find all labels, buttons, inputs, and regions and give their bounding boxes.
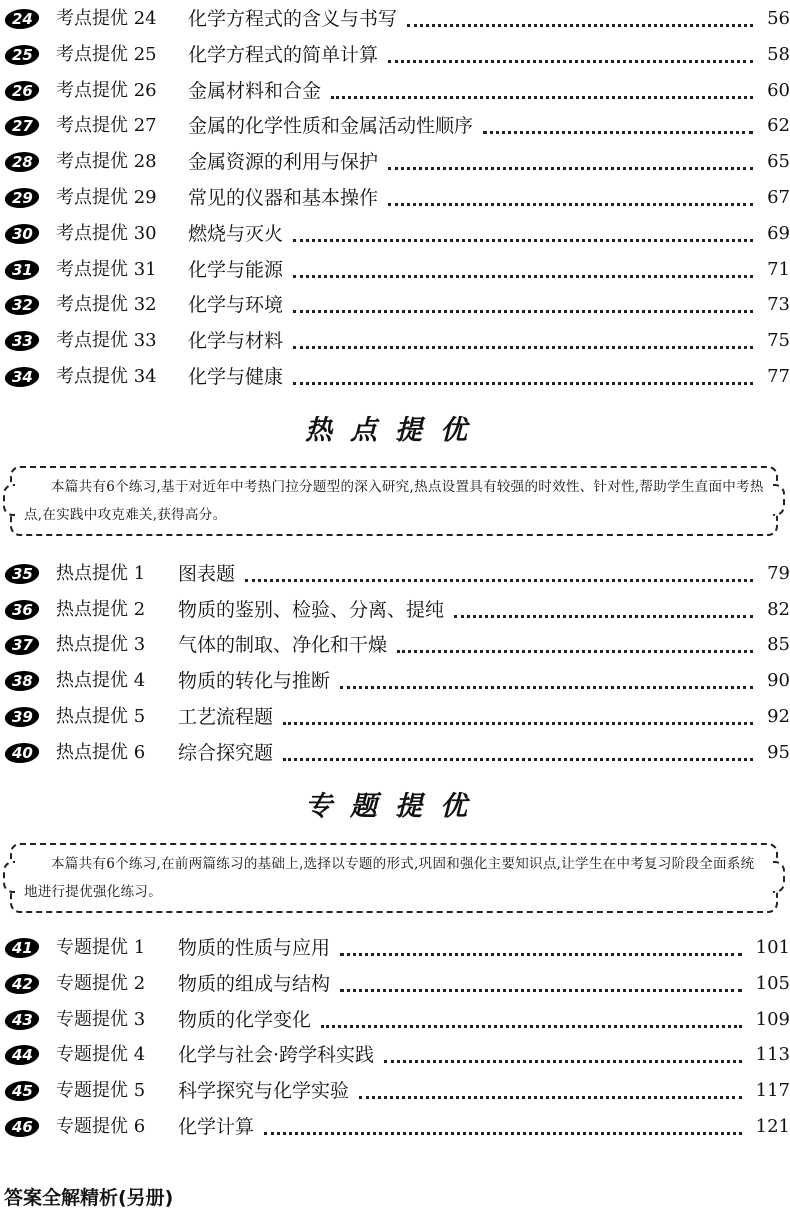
- entry-page-number: 60: [763, 74, 790, 108]
- entry-number: 38: [11, 672, 33, 691]
- entry-label: 考点提优 34: [56, 366, 157, 387]
- entry-label: 专题提优 6: [56, 1116, 146, 1137]
- entry-page-number: 75: [763, 324, 790, 358]
- dot-leader: [359, 1094, 742, 1099]
- dot-leader: [283, 720, 753, 725]
- toc-entry[interactable]: [0, 1074, 790, 1108]
- entry-title: 综合探究题: [178, 736, 277, 770]
- entry-page-number: 95: [763, 736, 790, 770]
- dot-leader: [340, 987, 742, 992]
- entry-number: 46: [11, 1118, 33, 1136]
- entry-title: 化学与环境: [188, 288, 287, 322]
- entry-title: 科学探究与化学实验: [178, 1074, 353, 1108]
- entry-number-badge: [3, 938, 41, 958]
- entry-number-badge: [3, 564, 41, 584]
- entry-number: 30: [11, 224, 33, 243]
- entry-number: 37: [11, 636, 33, 655]
- section-note-redian: [10, 466, 778, 536]
- entry-number: 31: [11, 260, 33, 279]
- entry-number: 28: [11, 153, 33, 172]
- entry-number: 44: [11, 1046, 33, 1065]
- toc-entry[interactable]: [0, 967, 790, 1001]
- toc-entry[interactable]: [0, 324, 790, 358]
- entry-title: 燃烧与灭火: [188, 217, 287, 251]
- entry-label: 专题提优 4: [56, 1044, 146, 1066]
- entry-label: 热点提优 6: [56, 741, 146, 763]
- entry-label: 专题提优 3: [56, 1008, 146, 1030]
- entry-label: 专题提优 1: [56, 937, 146, 958]
- answer-booklet-note: 答案全解精析(另册): [4, 1187, 174, 1209]
- toc-entry[interactable]: [0, 1003, 790, 1037]
- entry-page-number: 56: [763, 2, 790, 36]
- dot-leader: [407, 22, 753, 27]
- section-note-zhuanti: [10, 843, 778, 913]
- entry-page-number: 67: [763, 181, 790, 215]
- entry-page-number: 109: [752, 1003, 790, 1037]
- entry-title: 化学与能源: [188, 253, 287, 287]
- entry-title: 工艺流程题: [178, 700, 277, 734]
- entry-label: 考点提优 32: [56, 294, 157, 316]
- entry-number-badge: [3, 116, 41, 136]
- entry-number-badge: [3, 707, 41, 727]
- entry-title: 金属材料和合金: [188, 74, 325, 108]
- entry-number: 35: [11, 565, 33, 583]
- dot-leader: [293, 308, 753, 313]
- entry-number-badge: [3, 671, 41, 691]
- entry-title: 化学方程式的简单计算: [188, 38, 382, 72]
- entry-number: 41: [11, 939, 33, 957]
- entry-number-badge: [3, 331, 41, 351]
- entry-label: 考点提优 33: [56, 330, 157, 352]
- section-heading-zhuanti: 专题提优: [305, 791, 485, 822]
- entry-title: 气体的制取、净化和干燥: [178, 628, 391, 662]
- entry-number: 40: [11, 743, 33, 762]
- entry-number-badge: [3, 224, 41, 244]
- entry-number: 32: [11, 296, 33, 315]
- entry-label: 热点提优 2: [56, 598, 146, 620]
- entry-number: 39: [11, 707, 33, 726]
- entry-page-number: 77: [763, 360, 790, 394]
- entry-page-number: 90: [763, 664, 790, 698]
- dot-leader: [283, 756, 753, 761]
- entry-number-badge: [3, 1045, 41, 1065]
- dot-leader: [384, 1058, 742, 1063]
- toc-entry[interactable]: [0, 38, 790, 72]
- toc-entry[interactable]: [0, 217, 790, 251]
- entry-page-number: 82: [763, 593, 790, 627]
- toc-entry[interactable]: [0, 360, 790, 394]
- entry-label: 考点提优 30: [56, 222, 157, 244]
- entry-page-number: 85: [763, 628, 790, 662]
- entry-number: 25: [11, 45, 33, 64]
- toc-entry[interactable]: [0, 931, 790, 965]
- dot-leader: [388, 201, 753, 206]
- toc-entry[interactable]: [0, 700, 790, 734]
- note-text-zhuanti: 本篇共有6个练习,在前两篇练习的基础上,选择以专题的形式,巩固和强化主要知识点,让学生在中考复习阶段全面系统地进行提优强化练习。: [24, 856, 755, 900]
- dot-leader: [321, 1023, 742, 1028]
- entry-title: 化学与健康: [188, 360, 287, 394]
- toc-entry[interactable]: [0, 628, 790, 662]
- entry-page-number: 62: [763, 109, 790, 143]
- entry-title: 物质的转化与推断: [178, 664, 334, 698]
- entry-label: 热点提优 1: [56, 563, 146, 584]
- entry-title: 化学与社会·跨学科实践: [178, 1038, 378, 1072]
- entry-page-number: 71: [763, 253, 790, 287]
- entry-title: 图表题: [178, 557, 239, 591]
- dot-leader: [397, 648, 753, 653]
- entry-page-number: 65: [763, 145, 790, 179]
- entry-title: 金属资源的利用与保护: [188, 145, 382, 179]
- entry-number-badge: [3, 600, 41, 620]
- toc-entry[interactable]: [0, 664, 790, 698]
- entry-label: 热点提优 5: [56, 705, 146, 727]
- entry-number-badge: [3, 260, 41, 280]
- entry-label: 考点提优 25: [56, 43, 157, 65]
- dot-leader: [454, 613, 753, 618]
- entry-number-badge: [3, 635, 41, 655]
- entry-number-badge: [3, 743, 41, 763]
- dot-leader: [340, 684, 753, 689]
- entry-number: 27: [11, 117, 33, 136]
- entry-label: 考点提优 31: [56, 258, 157, 280]
- entry-number: 36: [11, 600, 33, 619]
- entry-number: 26: [11, 81, 33, 100]
- entry-number-badge: [3, 367, 41, 387]
- toc-entry[interactable]: [0, 253, 790, 287]
- toc-entry[interactable]: [0, 593, 790, 627]
- entry-page-number: 58: [763, 38, 790, 72]
- entry-label: 考点提优 29: [56, 187, 157, 208]
- entry-title: 化学计算: [178, 1110, 258, 1144]
- entry-number-badge: [3, 974, 41, 994]
- entry-number: 42: [11, 974, 33, 993]
- entry-title: 物质的鉴别、检验、分离、提纯: [178, 593, 448, 627]
- entry-label: 考点提优 26: [56, 79, 157, 101]
- entry-number-badge: [3, 1081, 41, 1101]
- entry-number-badge: [3, 188, 41, 208]
- dot-leader: [264, 1130, 742, 1135]
- entry-page-number: 105: [752, 967, 790, 1001]
- entry-number-badge: [3, 45, 41, 65]
- entry-title: 物质的化学变化: [178, 1003, 315, 1037]
- dot-leader: [293, 273, 753, 278]
- entry-title: 化学与材料: [188, 324, 287, 358]
- entry-number-badge: [3, 1117, 41, 1137]
- entry-label: 热点提优 3: [56, 634, 146, 656]
- toc-entry[interactable]: [0, 1038, 790, 1072]
- toc-entry[interactable]: [0, 145, 790, 179]
- entry-page-number: 79: [763, 557, 790, 591]
- entry-page-number: 117: [752, 1074, 790, 1108]
- dot-leader: [340, 951, 742, 956]
- entry-title: 常见的仪器和基本操作: [188, 181, 382, 215]
- entry-title: 化学方程式的含义与书写: [188, 2, 401, 36]
- entry-title: 物质的性质与应用: [178, 931, 334, 965]
- toc-entry[interactable]: [0, 1110, 790, 1144]
- entry-number-badge: [3, 81, 41, 101]
- toc-entry[interactable]: [0, 74, 790, 108]
- entry-page-number: 101: [752, 931, 790, 965]
- entry-page-number: 113: [752, 1038, 790, 1072]
- dot-leader: [388, 165, 753, 170]
- entry-number: 43: [11, 1010, 33, 1029]
- entry-number-badge: [3, 295, 41, 315]
- toc-entry[interactable]: [0, 557, 790, 591]
- dot-leader: [293, 237, 753, 242]
- entry-number: 33: [11, 332, 33, 351]
- entry-number-badge: [3, 9, 41, 29]
- toc-entry[interactable]: [0, 181, 790, 215]
- entry-label: 热点提优 4: [56, 670, 146, 692]
- entry-number: 24: [11, 10, 33, 28]
- entry-label: 专题提优 2: [56, 972, 146, 994]
- dot-leader: [293, 380, 753, 385]
- toc-entry[interactable]: [0, 736, 790, 770]
- entry-page-number: 92: [763, 700, 790, 734]
- entry-label: 考点提优 28: [56, 151, 157, 173]
- entry-number: 45: [11, 1082, 33, 1101]
- entry-label: 考点提优 24: [56, 8, 157, 29]
- dot-leader: [245, 577, 753, 582]
- note-text-redian: 本篇共有6个练习,基于对近年中考热门拉分题型的深入研究,热点设置具有较强的时效性、针对性,帮助学生直面中考热点,在实践中攻克难关,获得高分。: [24, 479, 764, 523]
- dot-leader: [388, 58, 753, 63]
- entry-page-number: 69: [763, 217, 790, 251]
- toc-entry[interactable]: [0, 2, 790, 36]
- dot-leader: [483, 129, 753, 134]
- entry-number: 29: [11, 189, 33, 207]
- entry-label: 考点提优 27: [56, 115, 157, 137]
- dot-leader: [331, 94, 753, 99]
- entry-label: 专题提优 5: [56, 1080, 146, 1102]
- entry-number: 34: [11, 368, 33, 386]
- entry-page-number: 121: [752, 1110, 790, 1144]
- toc-entry[interactable]: [0, 288, 790, 322]
- entry-number-badge: [3, 152, 41, 172]
- entry-title: 金属的化学性质和金属活动性顺序: [188, 109, 477, 143]
- entry-number-badge: [3, 1010, 41, 1030]
- entry-page-number: 73: [763, 288, 790, 322]
- section-heading-redian: 热点提优: [305, 415, 485, 446]
- entry-title: 物质的组成与结构: [178, 967, 334, 1001]
- dot-leader: [293, 344, 753, 349]
- toc-entry[interactable]: [0, 109, 790, 143]
